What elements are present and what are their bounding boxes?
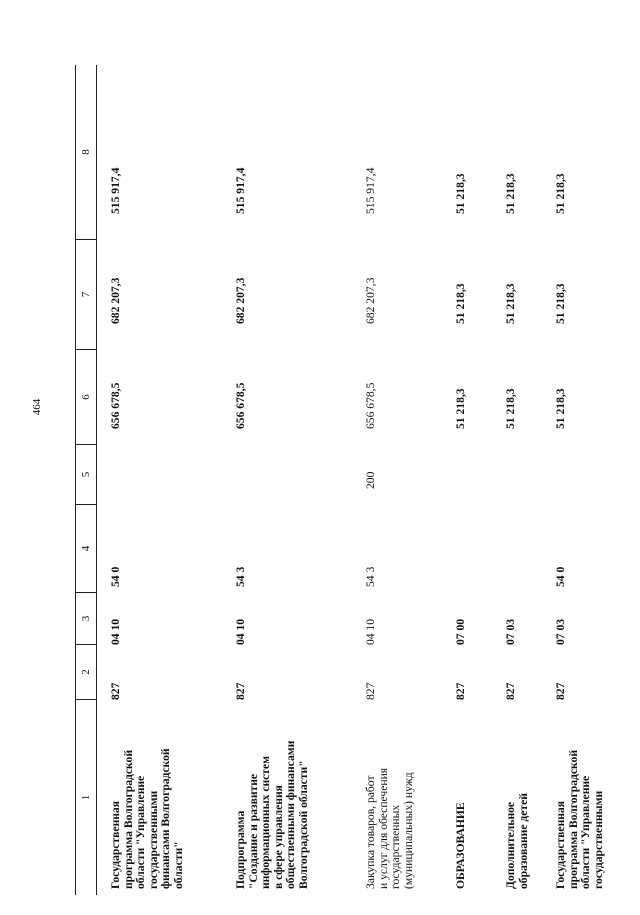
cell-c4: 54 3 (234, 566, 247, 587)
cell-c6: 51 218,3 (504, 388, 517, 429)
row-label (235, 741, 310, 889)
cell-c2: 827 (554, 682, 567, 700)
row-label-line: ОБРАЗОВАНИЕ (454, 802, 467, 889)
cell-c6: 656 678,5 (364, 382, 377, 429)
row-label-line: области "Управление (134, 775, 147, 889)
row-label-line: области" (171, 841, 185, 889)
row-label-line: в сфере управления (271, 785, 285, 889)
cell-c2: 827 (454, 682, 467, 700)
row-label-line: "Создание и развитие (246, 773, 260, 889)
header-cell-7: 7 (76, 240, 96, 350)
cell-c3: 07 03 (554, 618, 567, 645)
cell-c8: 515 917,4 (234, 167, 247, 214)
row-label-line: Волгоградской области" (296, 760, 310, 889)
rotated-table (31, 15, 635, 895)
row-label-line: программа Волгоградской (121, 749, 135, 889)
cell-c7: 682 207,3 (234, 277, 247, 324)
cell-c3: 04 10 (364, 618, 377, 645)
cell-c8: 51 218,3 (554, 173, 567, 214)
cell-c7: 51 218,3 (504, 283, 517, 324)
header-cell-1: 1 (80, 794, 92, 801)
header-cell-2: 2 (76, 645, 96, 700)
cell-c7: 51 218,3 (554, 283, 567, 324)
row-label-line: государственных (389, 804, 402, 889)
header-cell-5: 5 (76, 445, 96, 505)
cell-c6: 656 678,5 (234, 382, 247, 429)
row-label-line: Государственная (109, 801, 122, 889)
row-label-line: Государственная (554, 801, 567, 889)
cell-c3: 07 00 (454, 618, 467, 645)
row-label-line: финансами Волгоградской (159, 748, 172, 889)
cell-c2: 827 (504, 682, 517, 700)
row-label-line: информационных систем (259, 755, 272, 889)
cell-c3: 04 10 (109, 618, 122, 645)
row-label (505, 793, 530, 889)
cell-c7: 682 207,3 (109, 277, 122, 324)
cell-c6: 51 218,3 (554, 388, 567, 429)
row-label-line: Подпрограмма (234, 810, 247, 889)
cell-c6: 656 678,5 (109, 382, 122, 429)
row-label (455, 802, 468, 889)
cell-c5: 200 (364, 471, 377, 489)
cell-c2: 827 (234, 682, 247, 700)
cell-c4: 54 3 (364, 566, 377, 587)
cell-c3: 07 03 (504, 618, 517, 645)
header-cell-4: 4 (76, 505, 96, 593)
cell-c7: 51 218,3 (454, 283, 467, 324)
cell-c8: 515 917,4 (109, 167, 122, 214)
row-label (555, 750, 605, 889)
page-number: 464 (31, 398, 43, 416)
cell-c8: 51 218,3 (454, 173, 467, 214)
cell-c6: 51 218,3 (454, 388, 467, 429)
row-label-line: (муниципальных) нужд (401, 772, 415, 889)
cell-c8: 515 917,4 (364, 167, 377, 214)
cell-c3: 04 10 (234, 618, 247, 645)
cell-c4: 54 0 (109, 566, 122, 587)
table-header (75, 65, 97, 895)
row-label-line: Дополнительное (504, 801, 517, 889)
header-cell-6: 6 (76, 350, 96, 445)
row-label-line: общественными финансами (284, 740, 297, 889)
header-cell-3: 3 (76, 593, 96, 645)
cell-c7: 682 207,3 (364, 277, 377, 324)
row-label-line: и услуг для обеспечения (376, 767, 390, 889)
cell-c4: 54 0 (554, 566, 567, 587)
row-label-line: области "Управление (579, 775, 592, 889)
row-label-line: Закупка товаров, работ (364, 775, 377, 889)
row-label-line: государственными (591, 790, 605, 889)
cell-c2: 827 (109, 682, 122, 700)
cell-c8: 51 218,3 (504, 173, 517, 214)
row-label (365, 768, 415, 889)
row-label (110, 748, 185, 889)
cell-c2: 827 (364, 682, 377, 700)
header-cell-8: 8 (76, 65, 96, 240)
row-label-line: образование детей (516, 793, 530, 889)
row-label-line: государственными (146, 790, 160, 889)
row-label-line: программа Волгоградской (566, 749, 580, 889)
